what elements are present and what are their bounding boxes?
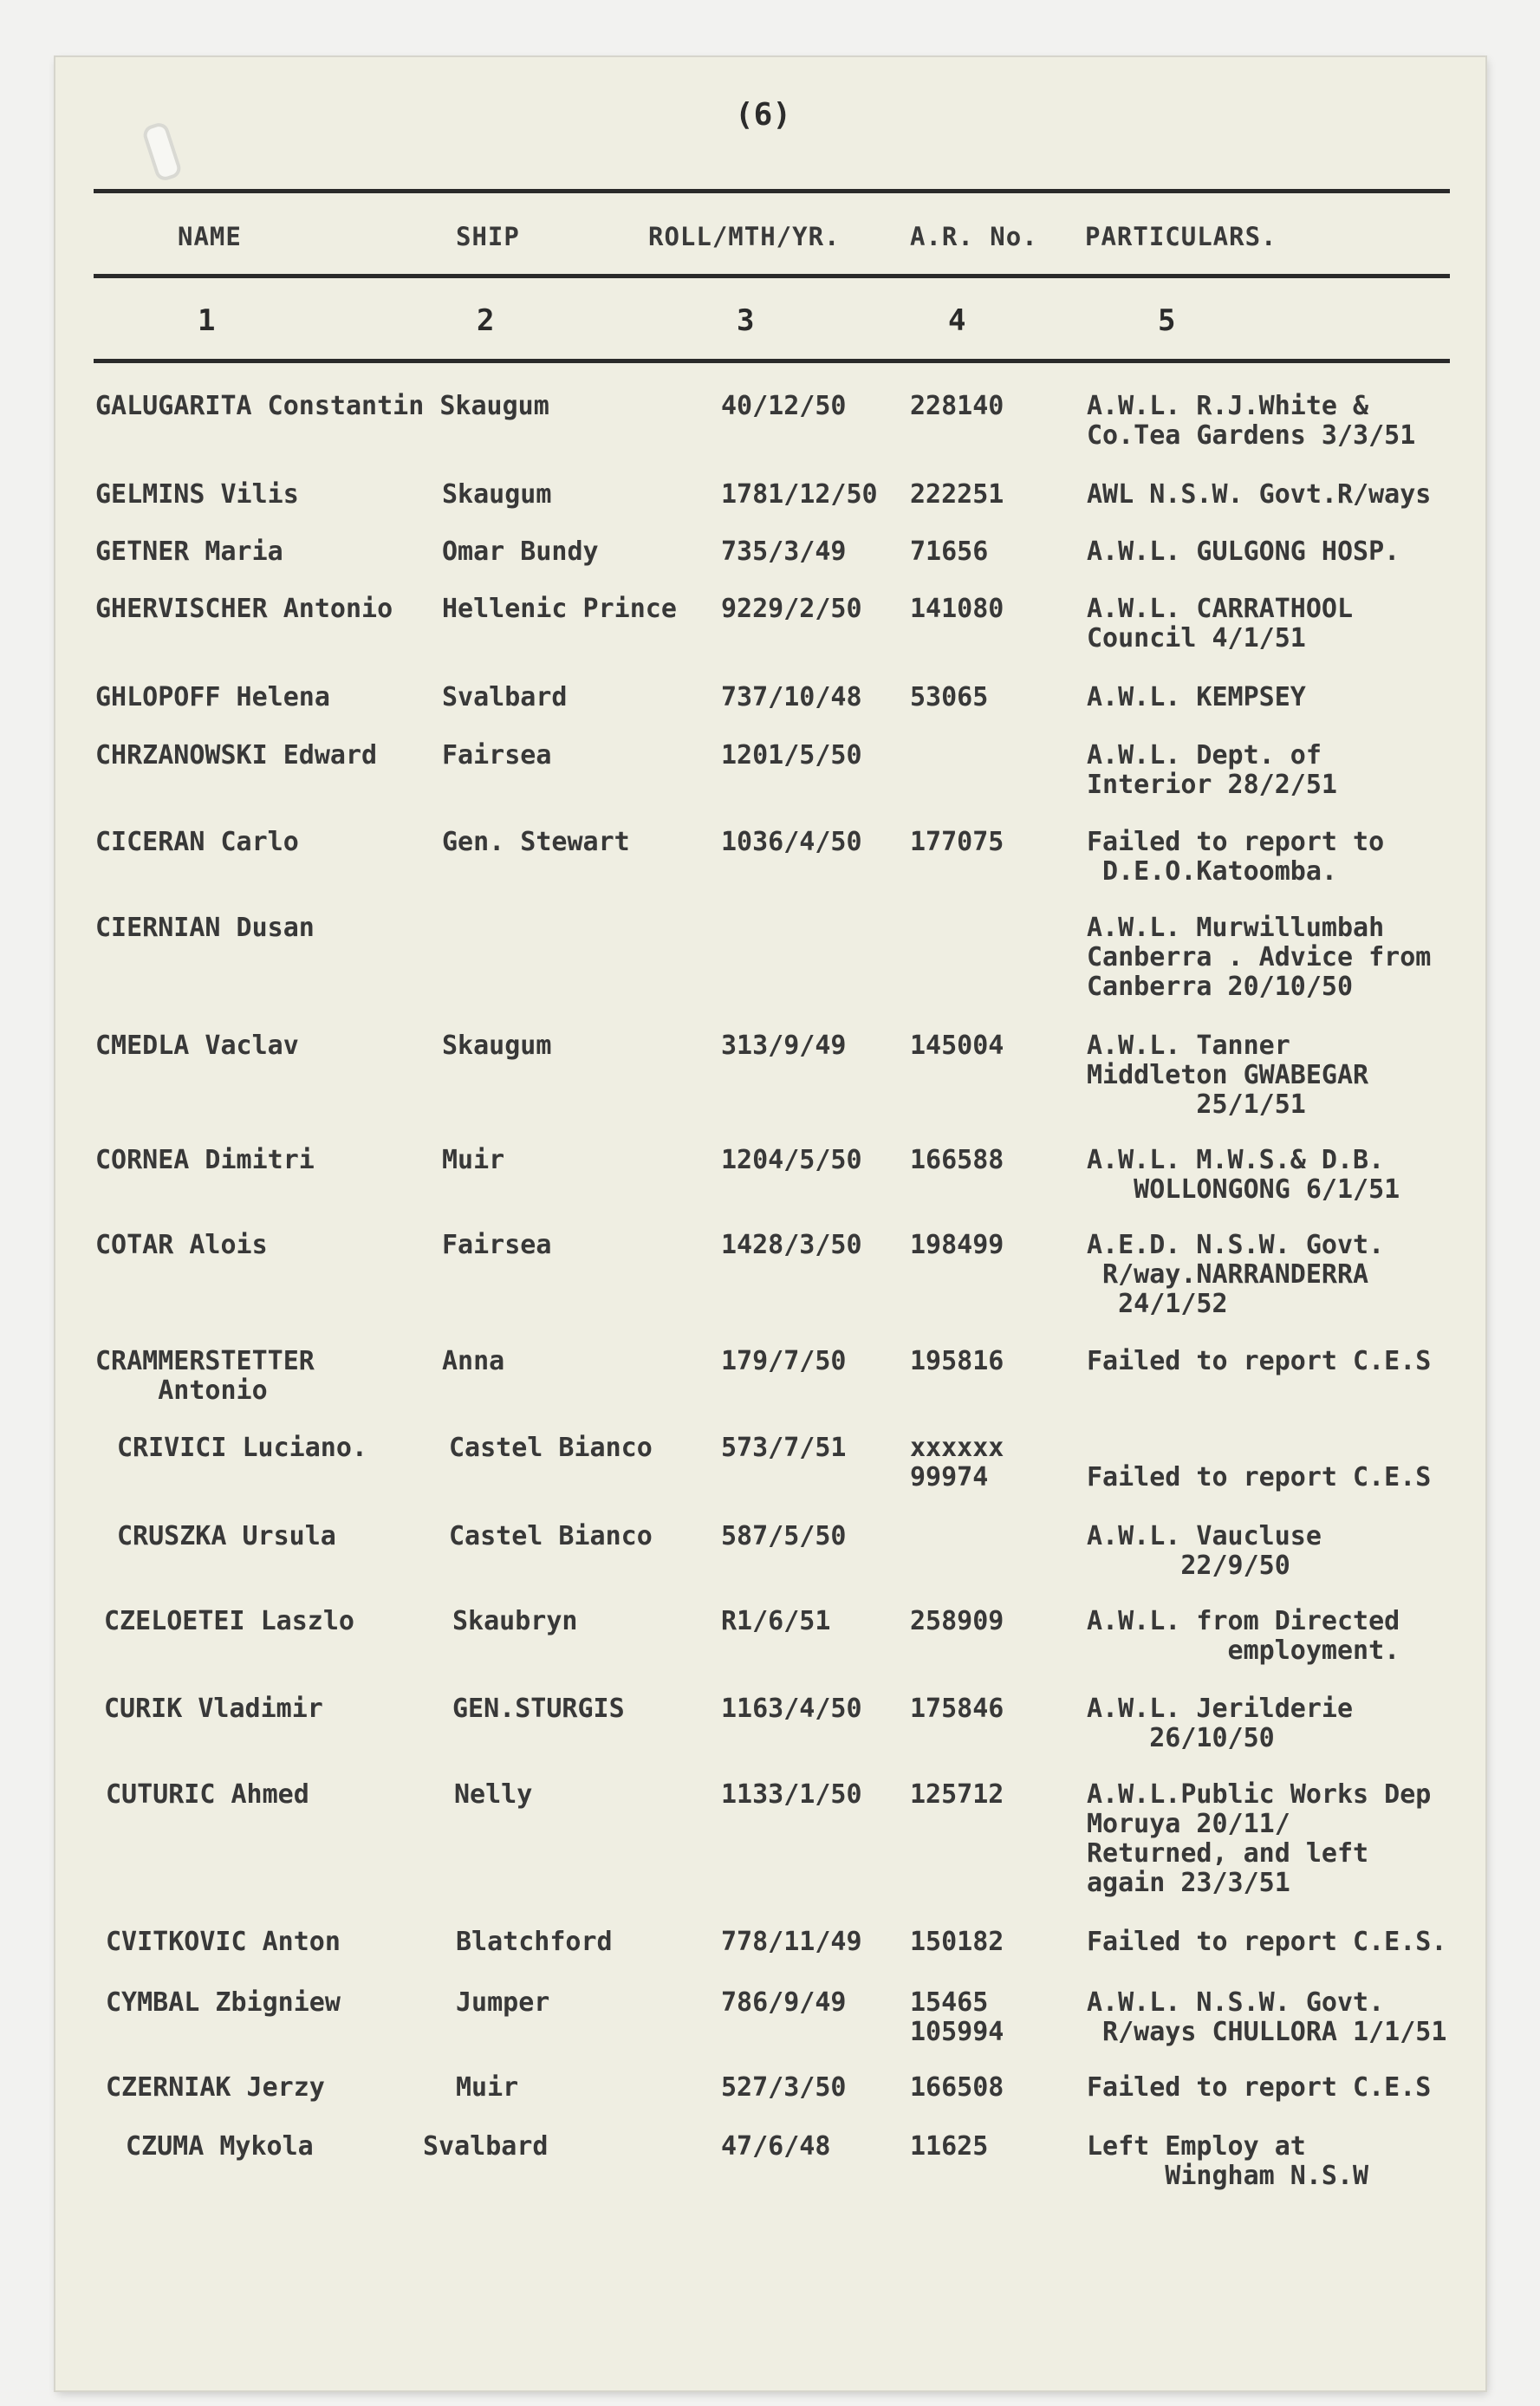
cell-name: CHRZANOWSKI Edward	[95, 740, 378, 771]
cell-ar-no: 15465 105994	[910, 1987, 1004, 2047]
cell-name: CIERNIAN Dusan	[95, 913, 315, 943]
cell-ar-no: 150182	[910, 1927, 1004, 1957]
cell-ship: GEN.STURGIS	[452, 1694, 625, 1724]
cell-ar-no: 53065	[910, 682, 989, 712]
cell-ship: Svalbard	[423, 2131, 549, 2162]
cell-particulars: Failed to report C.E.S	[1087, 2072, 1432, 2103]
cell-name: COTAR Alois	[95, 1230, 268, 1260]
cell-ar-no: 145004	[910, 1031, 1004, 1061]
cell-particulars: A.W.L.Public Works Dep Moruya 20/11/ Returned, and left again 23/3/51	[1087, 1779, 1432, 1898]
cell-ship: Skaubryn	[452, 1606, 578, 1636]
cell-name: GALUGARITA Constantin Skaugum	[95, 391, 549, 421]
cell-roll: 47/6/48	[721, 2131, 831, 2162]
cell-roll: 786/9/49	[721, 1987, 847, 2018]
cell-particulars: Failed to report C.E.S	[1087, 1462, 1432, 1492]
cell-roll: 9229/2/50	[721, 594, 862, 624]
cell-particulars: A.W.L. N.S.W. Govt. R/ways CHULLORA 1/1/51	[1087, 1987, 1447, 2047]
cell-name: CORNEA Dimitri	[95, 1145, 315, 1175]
cell-roll: 1133/1/50	[721, 1779, 862, 1810]
cell-particulars: A.W.L. M.W.S.& D.B. WOLLONGONG 6/1/51	[1087, 1145, 1400, 1205]
cell-roll: 587/5/50	[721, 1521, 847, 1551]
cell-roll: 1428/3/50	[721, 1230, 862, 1260]
cell-ship: Jumper	[456, 1987, 550, 2018]
cell-particulars: Failed to report C.E.S	[1087, 1346, 1432, 1376]
column-number-4: 4	[948, 303, 966, 338]
column-number-1: 1	[198, 303, 216, 338]
cell-roll: 735/3/49	[721, 536, 847, 567]
cell-roll: 1163/4/50	[721, 1694, 862, 1724]
cell-ar-no: 258909	[910, 1606, 1004, 1636]
cell-ship: Anna	[442, 1346, 505, 1376]
cell-ship: Gen. Stewart	[442, 827, 630, 857]
header-ar-no: A.R. No.	[910, 222, 1038, 251]
cell-name: CZUMA Mykola	[126, 2131, 314, 2162]
cell-ar-no: 11625	[910, 2131, 989, 2162]
cell-particulars: A.W.L. Murwillumbah Canberra . Advice from Canberra 20/10/50	[1087, 913, 1432, 1002]
header-name: NAME	[178, 222, 242, 251]
cell-ship: Muir	[442, 1145, 505, 1175]
cell-name: CYMBAL Zbigniew	[106, 1987, 341, 2018]
cell-ship: Blatchford	[456, 1927, 613, 1957]
cell-name: CRAMMERSTETTER Antonio	[95, 1346, 315, 1406]
cell-roll: 179/7/50	[721, 1346, 847, 1376]
cell-particulars: A.W.L. R.J.White & Co.Tea Gardens 3/3/51	[1087, 391, 1416, 451]
cell-roll: 737/10/48	[721, 682, 862, 712]
cell-name: CZERNIAK Jerzy	[106, 2072, 325, 2103]
cell-name: GETNER Maria	[95, 536, 283, 567]
cell-particulars: A.W.L. GULGONG HOSP.	[1087, 536, 1400, 567]
cell-ar-no: 166508	[910, 2072, 1004, 2103]
cell-ship: Skaugum	[442, 1031, 552, 1061]
column-number-5: 5	[1158, 303, 1176, 338]
cell-particulars: A.W.L. KEMPSEY	[1087, 682, 1306, 712]
cell-ar-no: 222251	[910, 479, 1004, 510]
cell-ar-no: 177075	[910, 827, 1004, 857]
cell-roll: 40/12/50	[721, 391, 847, 421]
header-ship: SHIP	[456, 222, 520, 251]
cell-ship: Fairsea	[442, 1230, 552, 1260]
cell-ar-no: 175846	[910, 1694, 1004, 1724]
cell-roll: 573/7/51	[721, 1433, 847, 1463]
cell-particulars: Failed to report to D.E.O.Katoomba.	[1087, 827, 1385, 887]
cell-ship: Hellenic Prince	[442, 594, 677, 624]
cell-ar-no: 166588	[910, 1145, 1004, 1175]
cell-ar-no: 141080	[910, 594, 1004, 624]
cell-ar-no: 195816	[910, 1346, 1004, 1376]
cell-name: CUTURIC Ahmed	[106, 1779, 309, 1810]
cell-ship: Omar Bundy	[442, 536, 599, 567]
cell-ship: Svalbard	[442, 682, 568, 712]
cell-ar-no: 198499	[910, 1230, 1004, 1260]
cell-ar-no: 71656	[910, 536, 989, 567]
cell-particulars: A.W.L. from Directed employment.	[1087, 1606, 1400, 1666]
cell-particulars: Failed to report C.E.S.	[1087, 1927, 1447, 1957]
cell-ar-no: 125712	[910, 1779, 1004, 1810]
cell-name: CICERAN Carlo	[95, 827, 299, 857]
cell-name: CRIVICI Luciano.	[117, 1433, 367, 1463]
cell-roll: 1036/4/50	[721, 827, 862, 857]
cell-roll: 1204/5/50	[721, 1145, 862, 1175]
header-roll: ROLL/MTH/YR.	[648, 222, 841, 251]
column-number-3: 3	[737, 303, 755, 338]
cell-roll: 778/11/49	[721, 1927, 862, 1957]
cell-roll: 313/9/49	[721, 1031, 847, 1061]
cell-roll: 1781/12/50	[721, 479, 878, 510]
cell-particulars: A.W.L. Tanner Middleton GWABEGAR 25/1/51	[1087, 1031, 1369, 1120]
cell-ship: Castel Bianco	[449, 1433, 653, 1463]
cell-name: CMEDLA Vaclav	[95, 1031, 299, 1061]
cell-roll: 1201/5/50	[721, 740, 862, 771]
cell-ship: Fairsea	[442, 740, 552, 771]
cell-name: GHLOPOFF Helena	[95, 682, 330, 712]
cell-roll: R1/6/51	[721, 1606, 831, 1636]
cell-ar-no: 228140	[910, 391, 1004, 421]
cell-ship: Nelly	[454, 1779, 533, 1810]
cell-ship: Castel Bianco	[449, 1521, 653, 1551]
header-top-rule	[94, 189, 1450, 193]
cell-name: CVITKOVIC Anton	[106, 1927, 341, 1957]
header-mid-rule	[94, 274, 1450, 278]
cell-name: CURIK Vladimir	[104, 1694, 323, 1724]
cell-roll: 527/3/50	[721, 2072, 847, 2103]
cell-particulars: A.W.L. CARRATHOOL Council 4/1/51	[1087, 594, 1354, 654]
cell-particulars: AWL N.S.W. Govt.R/ways	[1087, 479, 1432, 510]
header-bottom-rule	[94, 359, 1450, 363]
cell-ship: Muir	[456, 2072, 519, 2103]
cell-name: GHERVISCHER Antonio	[95, 594, 393, 624]
cell-ship: Skaugum	[442, 479, 552, 510]
cell-ar-no: xxxxxx 99974	[910, 1433, 1004, 1492]
cell-particulars: A.E.D. N.S.W. Govt. R/way.NARRANDERRA 24/1/52	[1087, 1230, 1385, 1319]
page-number: (6)	[735, 97, 792, 133]
cell-particulars: A.W.L. Jerilderie 26/10/50	[1087, 1694, 1354, 1753]
header-particulars: PARTICULARS.	[1085, 222, 1277, 251]
cell-particulars: A.W.L. Dept. of Interior 28/2/51	[1087, 740, 1337, 800]
cell-particulars: Left Employ at Wingham N.S.W	[1087, 2131, 1369, 2191]
cell-name: CZELOETEI Laszlo	[104, 1606, 354, 1636]
cell-particulars: A.W.L. Vaucluse 22/9/50	[1087, 1521, 1322, 1581]
column-number-2: 2	[477, 303, 495, 338]
cell-name: CRUSZKA Ursula	[117, 1521, 336, 1551]
cell-name: GELMINS Vilis	[95, 479, 299, 510]
